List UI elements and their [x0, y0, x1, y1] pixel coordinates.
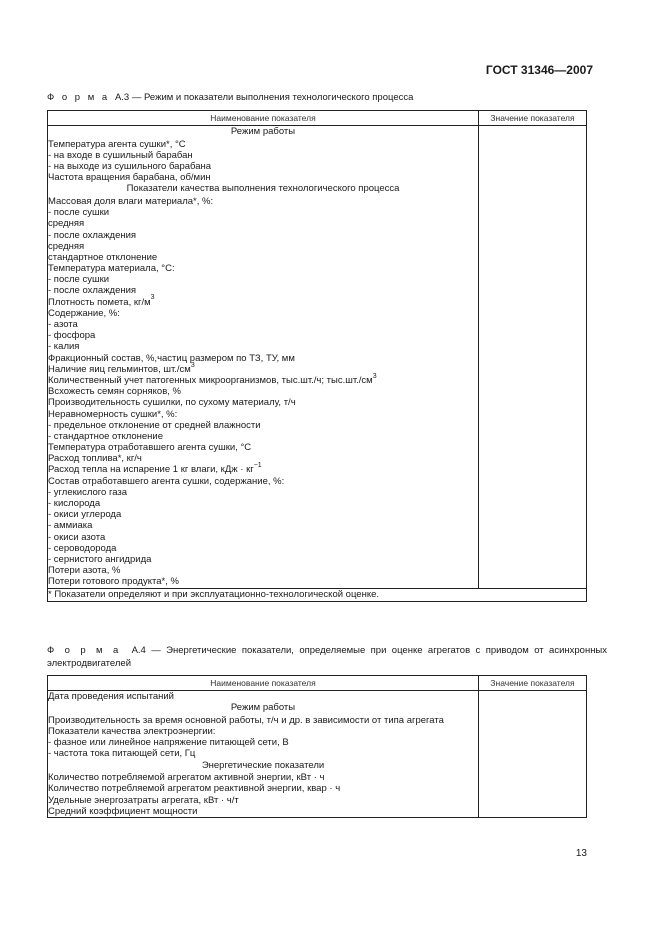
- indicator-row: [48, 806, 478, 817]
- indicator-row: [48, 715, 478, 726]
- indicator-row: [48, 487, 478, 498]
- form-a4-indicator-list: [48, 691, 479, 818]
- indicator-text: Режим работы: [230, 702, 296, 714]
- indicator-row: [48, 285, 478, 296]
- indicator-row: [48, 361, 478, 375]
- section-heading: [48, 702, 478, 715]
- indicator-row: [48, 795, 478, 806]
- form-a3-value-cell: [479, 126, 587, 589]
- unit-superscript: −1: [253, 462, 262, 470]
- unit-superscript: 3: [372, 372, 377, 380]
- form-a4-number: А.4: [131, 645, 146, 656]
- indicator-text: - после охлаждения: [48, 285, 137, 297]
- indicator-text: - углекислого газа: [48, 486, 128, 498]
- indicator-row: [48, 532, 478, 543]
- indicator-row: [48, 218, 478, 229]
- indicator-row: [48, 372, 478, 386]
- indicator-row: [48, 476, 478, 487]
- indicator-text: Состав отработавшего агента сушки, содержание, %:: [48, 475, 285, 487]
- indicator-text: - на выходе из сушильного барабана: [48, 160, 212, 172]
- indicator-row: [48, 409, 478, 420]
- page-number: 13: [575, 848, 587, 859]
- indicator-row: [48, 431, 478, 442]
- indicator-row: [48, 139, 478, 150]
- form-a3-title: [47, 92, 607, 105]
- unit-superscript: 3: [190, 361, 195, 369]
- indicator-text: - частота тока питающей сети, Гц: [48, 748, 196, 760]
- indicator-row: [48, 241, 478, 252]
- form-a3-table: [47, 110, 587, 602]
- indicator-text: Режим работы: [230, 126, 296, 137]
- indicator-text: - после сушки: [48, 207, 110, 219]
- section-heading: [48, 126, 478, 139]
- column-header-value: Значение показателя: [479, 111, 587, 126]
- column-header-value: Значение показателя: [479, 676, 587, 691]
- indicator-text: - на входе в сушильный барабан: [48, 149, 193, 161]
- indicator-row: [48, 498, 478, 509]
- indicator-text: Количество потребляемой агрегатом реактивной энергии, квар · ч: [48, 783, 341, 795]
- indicator-text: Частота вращения барабана, об/мин: [48, 172, 211, 184]
- column-header-name: Наименование показателя: [48, 111, 479, 126]
- indicator-row: [48, 772, 478, 783]
- indicator-row: [48, 748, 478, 759]
- indicator-row: [48, 726, 478, 737]
- indicator-text: Потери азота, %: [48, 565, 121, 577]
- indicator-row: [48, 263, 478, 274]
- indicator-text: - сернистого ангидрида: [48, 553, 152, 565]
- indicator-row: [48, 543, 478, 554]
- indicator-row: [48, 161, 478, 172]
- indicator-text: Температура агента сушки*, °С: [48, 138, 186, 150]
- form-a4-label: Ф о р м а: [47, 645, 121, 656]
- indicator-text: Массовая доля влаги материала*, %:: [48, 195, 214, 207]
- indicator-text: - окиси углерода: [48, 509, 122, 521]
- indicator-text: Дата проведения испытаний: [48, 691, 174, 702]
- indicator-text: средняя: [48, 218, 85, 230]
- indicator-text: Наличие яиц гельминтов, шт./см: [48, 363, 191, 375]
- indicator-row: [48, 330, 478, 341]
- section-heading: [48, 760, 478, 773]
- indicator-text: - аммиака: [48, 520, 93, 532]
- indicator-text: Производительность за время основной работы, т/ч и др. в зависимости от типа агрегата: [48, 714, 444, 726]
- indicator-text: - после охлаждения: [48, 229, 137, 241]
- indicator-row: [48, 196, 478, 207]
- indicator-text: Температура отработавшего агента сушки, °С: [48, 442, 252, 454]
- indicator-row: [48, 783, 478, 794]
- indicator-text: Количественный учет патогенных микроорганизмов, тыс.шт./ч; тыс.шт./см: [48, 374, 373, 386]
- form-a3-footnote: * Показатели определяют и при эксплуатационно-технологической оценке.: [48, 588, 587, 601]
- indicator-text: средняя: [48, 240, 85, 252]
- indicator-row: [48, 150, 478, 161]
- indicator-row: [48, 565, 478, 576]
- indicator-text: Всхожесть семян сорняков, %: [48, 386, 181, 398]
- indicator-text: Потери готового продукта*, %: [48, 576, 179, 588]
- indicator-row: [48, 386, 478, 397]
- indicator-text: Расход топлива*, кг/ч: [48, 453, 142, 465]
- indicator-text: - окиси азота: [48, 531, 106, 543]
- indicator-row: [48, 442, 478, 453]
- indicator-row: [48, 172, 478, 183]
- indicator-text: Содержание, %:: [48, 307, 120, 319]
- indicator-row: [48, 252, 478, 263]
- indicator-row: [48, 453, 478, 464]
- indicator-text: - сероводорода: [48, 542, 117, 554]
- indicator-row: [48, 397, 478, 408]
- indicator-row: [48, 353, 478, 364]
- section-heading: [48, 183, 478, 196]
- indicator-text: Количество потребляемой агрегатом активной энергии, кВт · ч: [48, 772, 325, 784]
- indicator-row: [48, 207, 478, 218]
- indicator-text: стандартное отклонение: [48, 251, 158, 263]
- indicator-row: [48, 319, 478, 330]
- indicator-row: [48, 520, 478, 531]
- form-a3-indicator-list: [48, 126, 479, 589]
- form-a4-title: [47, 645, 607, 670]
- indicator-row: [48, 308, 478, 319]
- indicator-row: [48, 576, 478, 587]
- indicator-text: Фракционный состав, %,частиц размером по ТЗ, ТУ, мм: [48, 352, 295, 364]
- indicator-text: Показатели качества выполнения технологического процесса: [126, 183, 400, 195]
- form-a4-value-cell: [479, 691, 587, 818]
- indicator-text: - азота: [48, 319, 78, 330]
- indicator-text: - фазное или линейное напряжение питающей сети, В: [48, 737, 289, 749]
- indicator-text: - предельное отклонение от средней влажности: [48, 419, 261, 431]
- indicator-row: [48, 341, 478, 352]
- indicator-row: [48, 230, 478, 241]
- indicator-text: Энергетические показатели: [201, 759, 325, 771]
- form-a3-label: Ф о р м а: [47, 92, 110, 103]
- indicator-text: - фосфора: [48, 330, 96, 342]
- unit-superscript: 3: [150, 294, 155, 302]
- indicator-text: - кислорода: [48, 498, 101, 509]
- form-a3-title-text: — Режим и показатели выполнения технологического процесса: [131, 92, 414, 103]
- indicator-text: Показатели качества электроэнергии:: [48, 725, 216, 737]
- column-header-name: Наименование показателя: [48, 676, 479, 691]
- form-a4-title-text: — Энергетические показатели, определяемые при оценке агрегатов с приводом от асинхронных электродвигателей: [47, 645, 608, 669]
- indicator-text: Средний коэффициент мощности: [48, 805, 198, 817]
- indicator-text: Плотность помета, кг/м: [48, 296, 151, 308]
- indicator-row: [48, 274, 478, 285]
- indicator-row: [48, 420, 478, 431]
- indicator-text: - после сушки: [48, 274, 110, 286]
- indicator-text: Температура материала, °С:: [48, 263, 175, 275]
- form-a3-number: А.3: [114, 92, 130, 103]
- indicator-text: Неравномерность сушки*, %:: [48, 408, 178, 420]
- indicator-row: [48, 509, 478, 520]
- indicator-row: [48, 294, 478, 308]
- indicator-text: Производительность сушилки, по сухому материалу, т/ч: [48, 397, 296, 409]
- indicator-text: - стандартное отклонение: [48, 430, 164, 442]
- indicator-row: [48, 554, 478, 565]
- document-code: ГОСТ 31346—2007: [485, 63, 593, 77]
- indicator-text: Расход тепла на испарение 1 кг влаги, кДж · кг: [48, 464, 254, 476]
- indicator-row: [48, 691, 478, 702]
- indicator-text: - калия: [48, 341, 80, 353]
- form-a4-table: [47, 675, 587, 818]
- indicator-row: [48, 464, 478, 475]
- indicator-text: Удельные энергозатраты агрегата, кВт · ч/т: [48, 794, 239, 806]
- indicator-row: [48, 737, 478, 748]
